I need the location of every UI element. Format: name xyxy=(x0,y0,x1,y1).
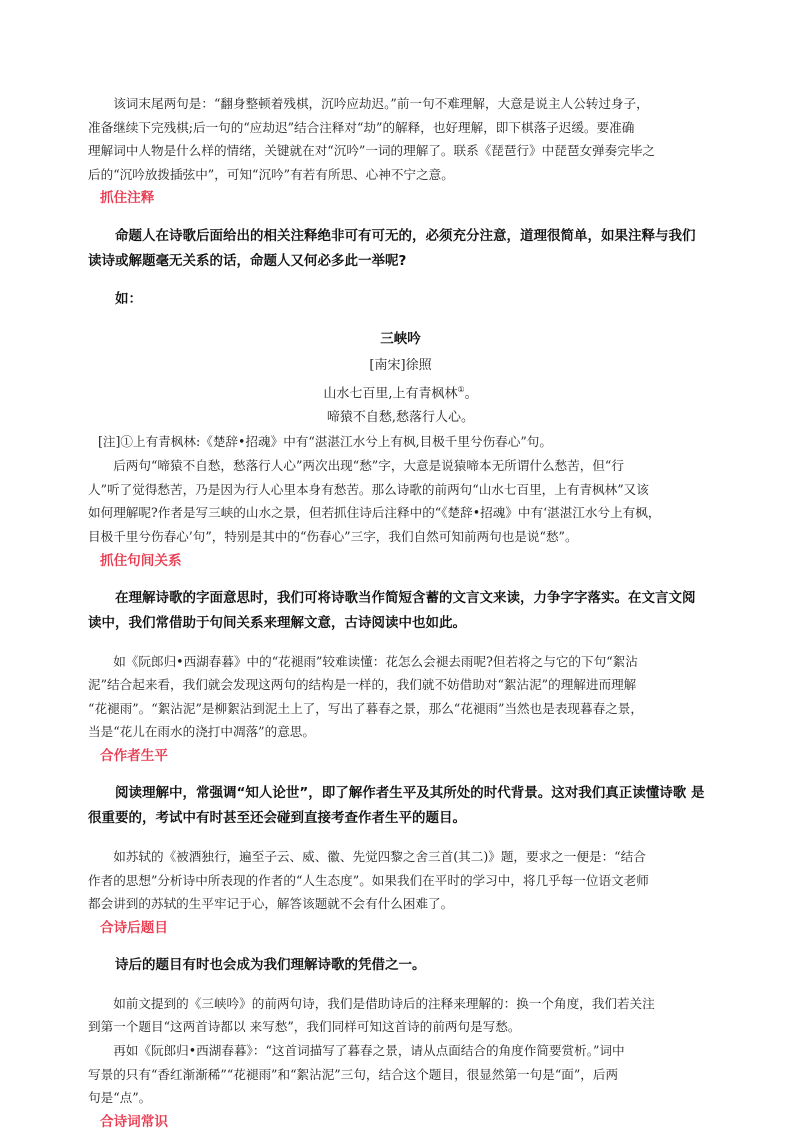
title-bold-paragraph xyxy=(88,953,713,978)
author-paragraph xyxy=(88,845,713,916)
text-line: 句是“点”。 xyxy=(88,1090,152,1106)
footnote-mark: ① xyxy=(457,384,465,394)
text-line: 在理解诗歌的字面意思时，我们可将诗歌当作简短含蓄的文言文来读，力争字字落实。在文言文阅 xyxy=(115,590,696,607)
poem-line-1-text: 山水七百里,上有青枫林 xyxy=(323,386,458,402)
poem-line-2: 啼猿不自愁,愁落行人心。 xyxy=(326,410,475,426)
text-line: 后的“沉吟放拨插弦中”，可知“沉吟”有若有所思、心神不宁之意。 xyxy=(88,166,454,182)
poem-author: [南宋]徐照 xyxy=(369,357,432,373)
notes-analysis-paragraph xyxy=(88,454,713,548)
poem-line-1-end: 。 xyxy=(464,386,478,402)
text-line: 理解词中人物是什么样的情绪，关键就在对“沉吟”一词的理解了。联系《琵琶行》中琵琶女弹奏完毕之 xyxy=(88,143,656,159)
poem-title: 三峡吟 xyxy=(380,330,421,347)
text-line: 到第一个题目“这两首诗都以 来写愁”，我们同样可知这首诗的前两句是写愁。 xyxy=(88,1019,521,1035)
text-line: 如何理解呢?作者是写三峡的山水之景，但若抓住诗后注释中的“《楚辞•招魂》中有‘湛湛江水兮上有枫， xyxy=(88,505,661,521)
author-bold-paragraph xyxy=(88,781,713,831)
text-line: 如苏轼的《被酒独行，遍至子云、威、徽、先觉四黎之舍三首(其二)》题，要求之一便是：“结合 xyxy=(113,848,646,864)
text-line: 读中，我们常借助于句间关系来理解文意，古诗阅读中也如此。 xyxy=(88,615,466,632)
example-label: 如： xyxy=(115,291,142,308)
text-line: “花褪雨”。“絮沾泥”是柳絮沾到泥土上了，写出了暮春之景，那么“花褪雨”当然也是表现暮春之景， xyxy=(88,700,643,716)
text-line: 读诗或解题毫无关系的话，命题人又何必多此一举呢? xyxy=(88,252,407,269)
text-line: 目极千里兮伤春心’句”，特别是其中的“伤春心”三字，我们自然可知前两句也是说“愁”。 xyxy=(88,528,578,544)
section-heading-notes: 抓住注释 xyxy=(100,190,155,207)
title-paragraph-a xyxy=(88,992,713,1039)
text-line: 如《阮郎归•西湖春暮》中的“花褪雨”较难读懂：花怎么会褪去雨呢?但若将之与它的下句“絮沾 xyxy=(113,653,638,669)
section-heading-author: 合作者生平 xyxy=(100,747,168,764)
text-line: 写景的只有“香红渐渐稀”“花褪雨”和“絮沾泥”三句，结合这个题目，很显然第一句是“面”，后两 xyxy=(88,1066,619,1082)
text-line: 诗后的题目有时也会成为我们理解诗歌的凭借之一。 xyxy=(115,957,426,974)
text-line: 作者的思想”分析诗中所表现的作者的“人生态度”。如果我们在平时的学习中，将几乎每一位语文老师 xyxy=(88,872,649,888)
title-paragraph-b xyxy=(88,1039,713,1110)
text-line: 该词末尾两句是：“翻身整顿着残棋，沉吟应劫迟。”前一句不难理解，大意是说主人公转过身子， xyxy=(113,96,649,111)
text-line: 阅读理解中，常强调“知人论世”，即了解作者生平及其所处的时代背景。这对我们真正读懂诗歌 xyxy=(115,785,687,802)
relation-bold-paragraph xyxy=(88,586,713,636)
text-line: 再如《阮郎归•西湖春暮》：“这首词描写了暮春之景，请从点面结合的角度作简要赏析。”词中 xyxy=(113,1042,625,1058)
poem-line-1 xyxy=(88,378,713,406)
text-line: 人”听了觉得愁苦，乃是因为行人心里本身有愁苦。那么诗歌的前两句“山水七百里，上有青枫林”又该 xyxy=(88,481,649,497)
text-line: 如前文提到的《三峡吟》的前两句诗，我们是借助诗后的注释来理解的：换一个角度，我们若关注 xyxy=(113,995,655,1011)
document-content xyxy=(88,92,713,1134)
poem-footnote: [注]①上有青枫林:《楚辞•招魂》中有“湛湛江水兮上有枫,目极千里兮伤春心”句。 xyxy=(98,434,552,450)
text-line: 准备继续下完残棋;后一句的“应劫迟”结合注释对“劫”的解释，也好理解，即下棋落子迟缓。要准确 xyxy=(88,119,635,135)
section-heading-title: 合诗后题目 xyxy=(100,919,168,936)
text-line: 命题人在诗歌后面给出的相关注释绝非可有可无的，必须充分注意，道理很简单，如果注释与我们 xyxy=(115,227,696,244)
text-line: 是很重要的，考试中有时甚至还会碰到直接考查作者生平的题目。 xyxy=(88,785,705,827)
text-line: 都会讲到的苏轼的生平牢记于心，解答该题就不会有什么困难了。 xyxy=(88,896,454,912)
relation-paragraph xyxy=(88,650,713,744)
text-line: 当是“花儿在雨水的浇打中凋落”的意思。 xyxy=(88,724,315,740)
text-line: 泥”结合起来看，我们就会发现这两句的结构是一样的，我们就不妨借助对“絮沾泥”的理解进而理解 xyxy=(88,677,637,693)
section-heading-relation: 抓住句间关系 xyxy=(100,552,182,569)
intro-paragraph xyxy=(88,92,713,186)
section-heading-knowledge: 合诗词常识 xyxy=(100,1113,168,1130)
notes-bold-paragraph xyxy=(88,224,713,274)
text-line: 后两句“啼猿不自愁，愁落行人心”两次出现“愁”字，大意是说猿啼本无所谓什么愁苦，但“行 xyxy=(113,458,624,474)
